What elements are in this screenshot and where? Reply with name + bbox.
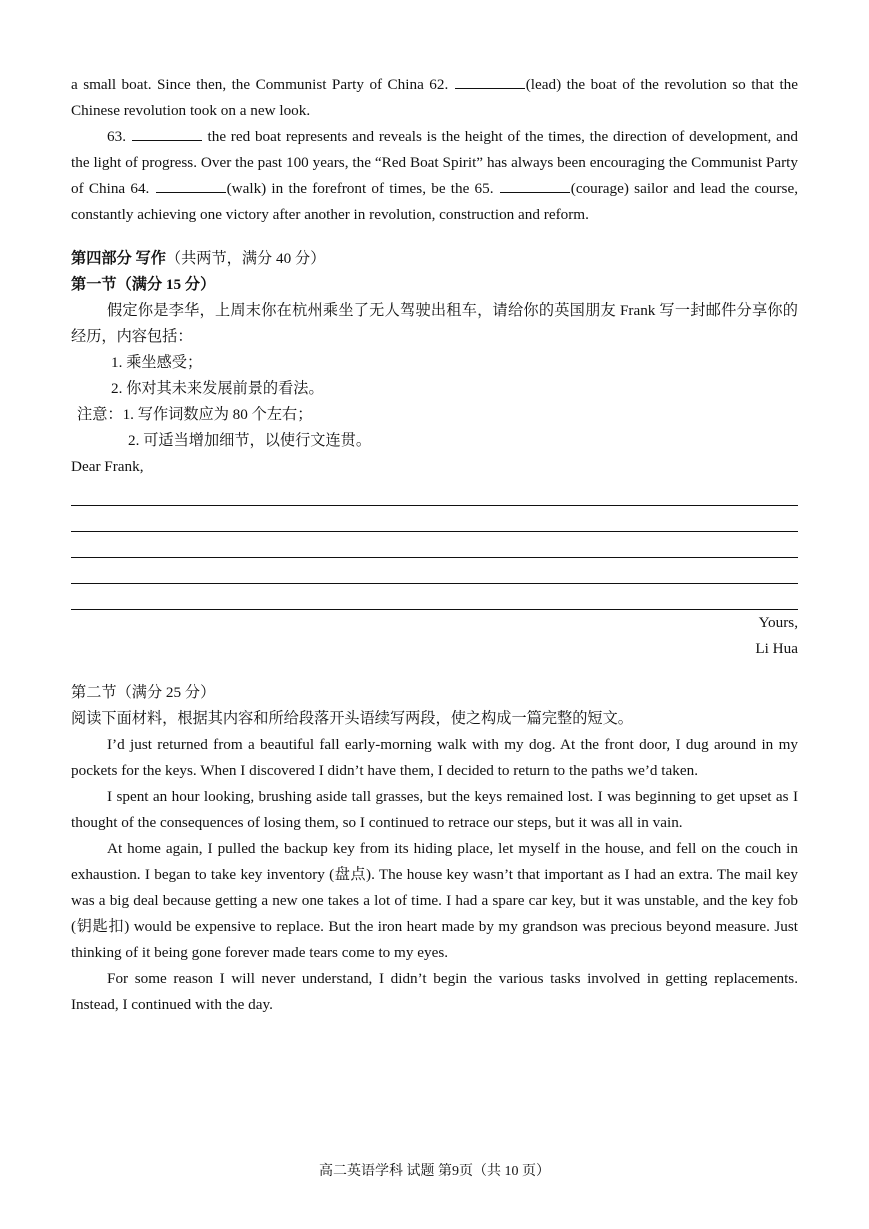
writing-line-4[interactable]	[71, 558, 798, 584]
cloze-text: (lead) the boat of the revolution so that the Chinese revolution took on a new look.	[71, 76, 798, 119]
cloze-text: a small boat. Since then, the Communist Party of China 62.	[71, 76, 454, 93]
closing: Yours,	[758, 614, 798, 631]
writing-line-5[interactable]	[71, 584, 798, 610]
cloze-text: (walk) in the forefront of times, be the 65.	[226, 180, 499, 197]
section2-prompt: 阅读下面材料，根据其内容和所给段落开头语续写两段，使之构成一篇完整的短文。	[71, 710, 633, 727]
blank-64	[156, 177, 226, 193]
exam-page	[71, 72, 798, 1018]
writing-line-1[interactable]	[71, 480, 798, 506]
story-paragraph: I’d just returned from a beautiful fall early-morning walk with my dog. At the front door, I dug around in my pockets for the keys. When I discovered I didn’t have them, I decided to return to the paths we’d taken.	[71, 736, 798, 779]
section1-title: 第一节（满分 15 分）	[71, 276, 216, 293]
cloze-text: (courage) sailor and lead the course, constantly achieving one victory after another in revolution, construction and reform.	[71, 180, 798, 223]
section1-item-2: 2. 你对其未来发展前景的看法。	[111, 380, 324, 397]
section1-note-1: 注意：1. 写作词数应为 80 个左右；	[77, 406, 313, 423]
blank-62	[455, 73, 525, 89]
section1-prompt: 假定你是李华，上周末你在杭州乘坐了无人驾驶出租车，请给你的英国朋友 Frank 写一封邮件分享你的经历，内容包括：	[71, 302, 798, 345]
signature: Li Hua	[755, 640, 798, 657]
cloze-paragraph-1	[71, 72, 798, 124]
cloze-text: 63.	[107, 128, 131, 145]
section1-note-2: 2. 可适当增加细节，以使行文连贯。	[128, 432, 371, 449]
part4-title-bold: 第四部分 写作	[71, 250, 166, 267]
blank-63	[132, 125, 202, 141]
salutation: Dear Frank,	[71, 458, 144, 475]
section1-item-1: 1. 乘坐感受；	[111, 354, 203, 371]
part4-title-rest: （共两节，满分 40 分）	[165, 250, 326, 267]
story-paragraph: I spent an hour looking, brushing aside tall grasses, but the keys remained lost. I was beginning to get upset as I thought of the consequences of losing them, so I continued to retrace our steps, but it was all in vain.	[71, 788, 798, 831]
part4-title	[71, 246, 798, 272]
story-paragraph: For some reason I will never understand, I didn’t begin the various tasks involved in getting replacements. Instead, I continued with the day.	[71, 970, 798, 1013]
page-footer: 高二英语学科 试题 第9页（共 10 页）	[319, 1164, 550, 1179]
section2-title: 第二节（满分 25 分）	[71, 684, 216, 701]
cloze-text: the red boat represents and reveals is the height of the times, the direction of development, and the light of progress. Over the past 100 years, the “Red Boat Spirit” has always been encouraging the Communist Party of China 64.	[71, 128, 799, 197]
blank-65	[500, 177, 570, 193]
cloze-paragraph-2	[71, 124, 798, 228]
writing-line-3[interactable]	[71, 532, 798, 558]
writing-line-2[interactable]	[71, 506, 798, 532]
story-paragraph: At home again, I pulled the backup key from its hiding place, let myself in the house, and fell on the couch in exhaustion. I began to take key inventory (盘点). The house key wasn’t that important as I had an extra. The mail key was a big deal because getting a new one takes a lot of time. I had a spare car key, but it was unstable, and the key fob (钥匙扣) would be expensive to replace. But the iron heart made by my grandson was precious beyond measure. Just thinking of it being gone forever made tears come to my eyes.	[71, 840, 798, 961]
